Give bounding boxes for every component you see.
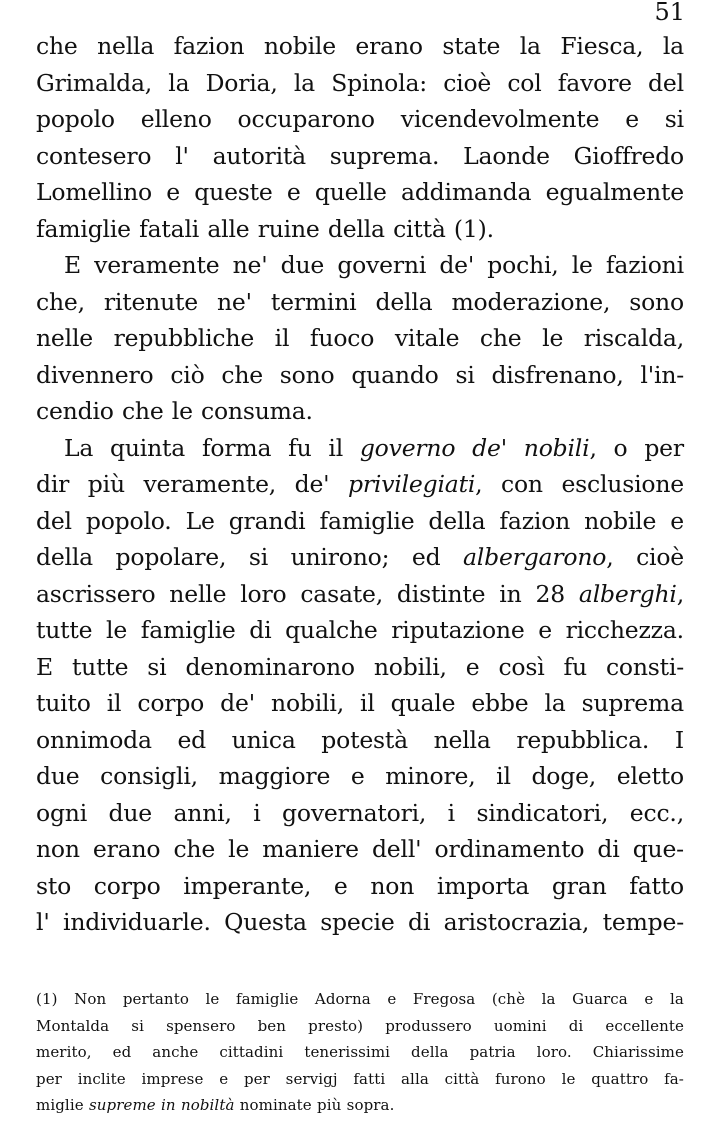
text-line: dir più veramente, de' privilegiati, con esclusione — [36, 470, 684, 498]
text-line: E tutte si denominarono nobili, e così fu consti- — [36, 652, 684, 681]
text-line: ascrissero nelle loro casate, distinte in 28 alberghi, — [36, 579, 684, 608]
body-text — [36, 28, 684, 941]
text-line: che nella fazion nobile erano state la Fiesca, la — [36, 32, 684, 60]
footnote — [36, 986, 684, 1119]
text-line: contesero l' autorità suprema. Laonde Gioffredo — [36, 141, 684, 170]
footnote-line: (1) Non pertanto le famiglie Adorna e Fregosa (chè la Guarca e la — [36, 990, 684, 1008]
text-line: divennero ciò che sono quando si disfrenano, l'in- — [36, 360, 684, 389]
text-line: due consigli, maggiore e minore, il doge, eletto — [36, 762, 684, 790]
text-line: del popolo. Le grandi famiglie della fazion nobile e — [36, 506, 684, 535]
page-number: 51 — [654, 0, 685, 26]
footnote-line: miglie supreme in nobiltà nominate più sopra. — [36, 1096, 395, 1114]
text-line: sto corpo imperante, e non importa gran fatto — [36, 871, 684, 900]
text-line: tutte le famiglie di qualche riputazione e ricchezza. — [36, 616, 684, 644]
paragraph-start-line: E veramente ne' due governi de' pochi, le fazioni — [64, 251, 684, 279]
text-line: tuito il corpo de' nobili, il quale ebbe la suprema — [36, 689, 684, 717]
text-line: Grimalda, la Doria, la Spinola: cioè col favore del — [36, 68, 684, 97]
text-line: popolo elleno occuparono vicendevolmente e si — [36, 105, 684, 133]
footnote-line: Montalda si spensero ben presto) produssero uomini di eccellente — [36, 1016, 684, 1035]
text-line: onnimoda ed unica potestà nella repubblica. I — [36, 725, 684, 754]
text-line: l' individuarle. Questa specie di aristocrazia, tempe- — [36, 908, 684, 936]
paragraph-start-line: La quinta forma fu il governo de' nobili, o per — [64, 433, 684, 462]
text-line: che, ritenute ne' termini della moderazione, sono — [36, 287, 684, 316]
text-line: Lomellino e queste e quelle addimanda egualmente — [36, 178, 684, 206]
text-line: nelle repubbliche il fuoco vitale che le riscalda, — [36, 324, 684, 352]
text-line: famiglie fatali alle ruine della città (1). — [36, 214, 494, 243]
footnote-line: merito, ed anche cittadini tenerissimi della patria loro. Chiarissime — [36, 1043, 684, 1061]
text-line: cendio che le consuma. — [36, 397, 313, 425]
text-line: non erano che le maniere dell' ordinamento di que- — [36, 835, 684, 863]
text-line: della popolare, si unirono; ed albergarono, cioè — [36, 543, 684, 571]
text-line: ogni due anni, i governatori, i sindicatori, ecc., — [36, 798, 684, 827]
footnote-line: per inclite imprese e per servigj fatti alla città furono le quattro fa- — [36, 1069, 684, 1088]
